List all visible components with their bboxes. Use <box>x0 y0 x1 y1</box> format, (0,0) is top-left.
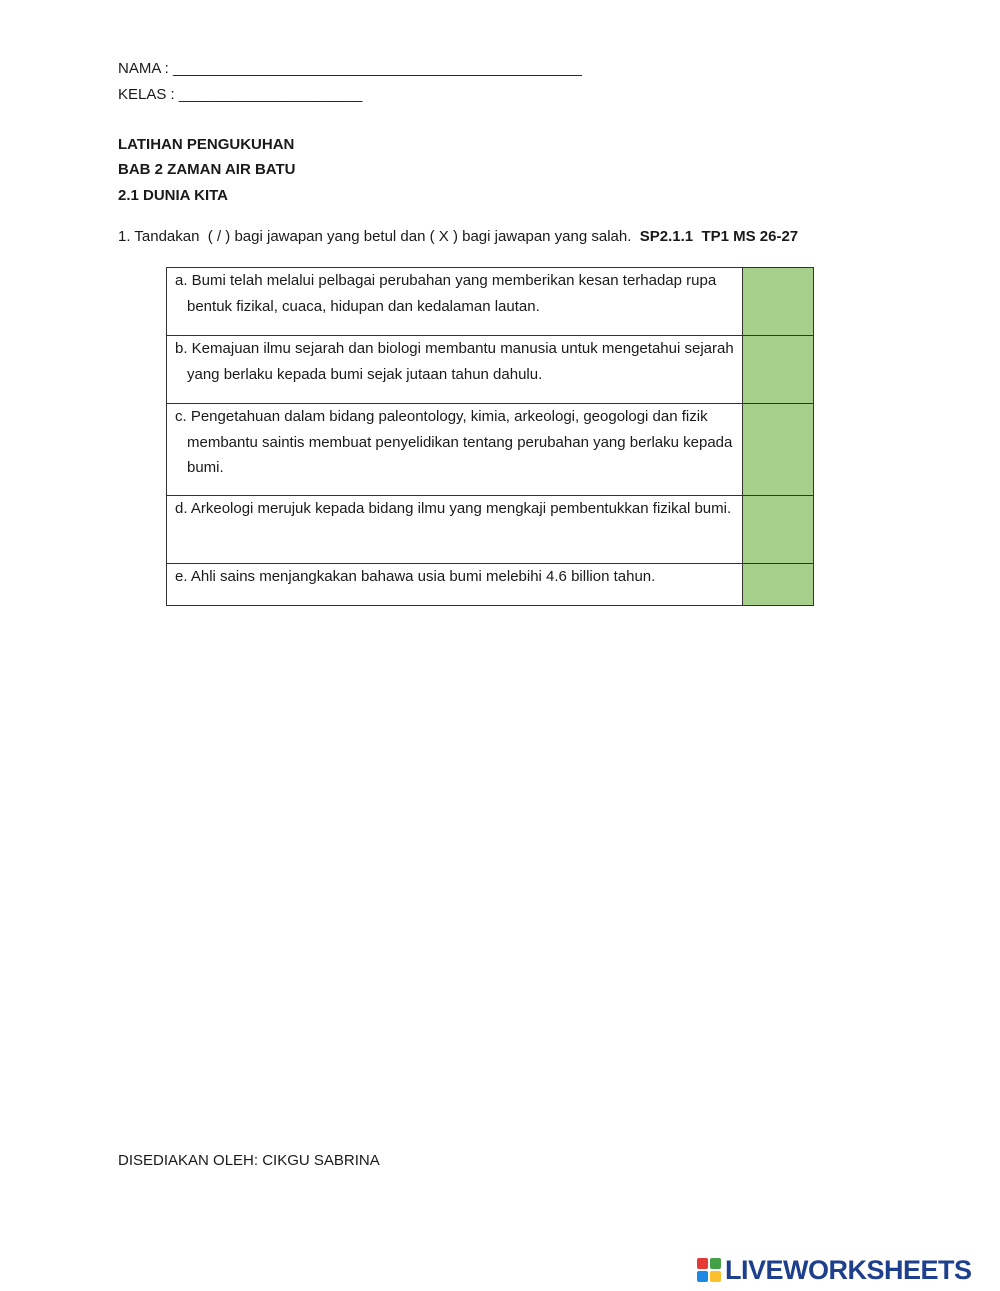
table-row <box>167 496 814 564</box>
statement-cell <box>167 564 743 606</box>
table-row <box>167 336 814 404</box>
title-subtopic: 2.1 DUNIA KITA <box>118 187 229 204</box>
statement-text: e. Ahli sains menjangkakan bahawa usia bumi melebihi 4.6 billion tahun. <box>175 568 656 585</box>
statement-cell <box>167 404 743 496</box>
liveworksheets-logo <box>697 1256 972 1284</box>
answer-input-e[interactable] <box>743 567 813 586</box>
logo-square-green <box>710 1258 721 1269</box>
table-row <box>167 404 814 496</box>
statement-cell <box>167 268 743 336</box>
answer-input-a[interactable] <box>743 271 813 290</box>
statement-text: b. Kemajuan ilmu sejarah dan biologi membantu manusia untuk mengetahui sejarah yang berlaku kepada bumi sejak jutaan tahun dahulu. <box>175 340 734 383</box>
table-row <box>167 268 814 336</box>
answer-input-c[interactable] <box>743 407 813 426</box>
statement-text: a. Bumi telah melalui pelbagai perubahan yang memberikan kesan terhadap rupa bentuk fizikal, cuaca, hidupan dan kedalaman lautan. <box>175 272 717 315</box>
answer-cell[interactable] <box>743 404 814 496</box>
answer-cell[interactable] <box>743 268 814 336</box>
answer-cell[interactable] <box>743 496 814 564</box>
kelas-line: KELAS : ______________________ <box>118 86 363 103</box>
liveworksheets-logo-icon <box>697 1258 721 1282</box>
logo-text: LIVEWORKSHEETS <box>725 1255 972 1285</box>
table-row <box>167 564 814 606</box>
footer-prepared-by: DISEDIAKAN OLEH: CIKGU SABRINA <box>118 1152 380 1169</box>
statement-text: d. Arkeologi merujuk kepada bidang ilmu yang mengkaji pembentukkan fizikal bumi. <box>175 500 732 517</box>
answer-cell[interactable] <box>743 336 814 404</box>
question-text: 1. Tandakan ( / ) bagi jawapan yang betul dan ( X ) bagi jawapan yang salah. <box>118 228 640 245</box>
statement-cell <box>167 336 743 404</box>
statement-text: c. Pengetahuan dalam bidang paleontology, kimia, arkeologi, geogologi dan fizik membantu saintis membuat penyelidikan tentang perubahan yang berlaku kepada bumi. <box>175 408 733 476</box>
question-instruction <box>118 228 798 245</box>
title-latihan: LATIHAN PENGUKUHAN <box>118 136 295 153</box>
statement-cell <box>167 496 743 564</box>
answer-input-d[interactable] <box>743 499 813 518</box>
answer-input-b[interactable] <box>743 339 813 358</box>
logo-square-blue <box>697 1271 708 1282</box>
answer-cell[interactable] <box>743 564 814 606</box>
logo-square-red <box>697 1258 708 1269</box>
title-bab: BAB 2 ZAMAN AIR BATU <box>118 161 296 178</box>
statement-table <box>166 267 814 606</box>
question-code: SP2.1.1 TP1 MS 26-27 <box>639 228 799 245</box>
nama-line: NAMA : _________________________________________________ <box>118 60 582 77</box>
logo-square-yellow <box>710 1271 721 1282</box>
